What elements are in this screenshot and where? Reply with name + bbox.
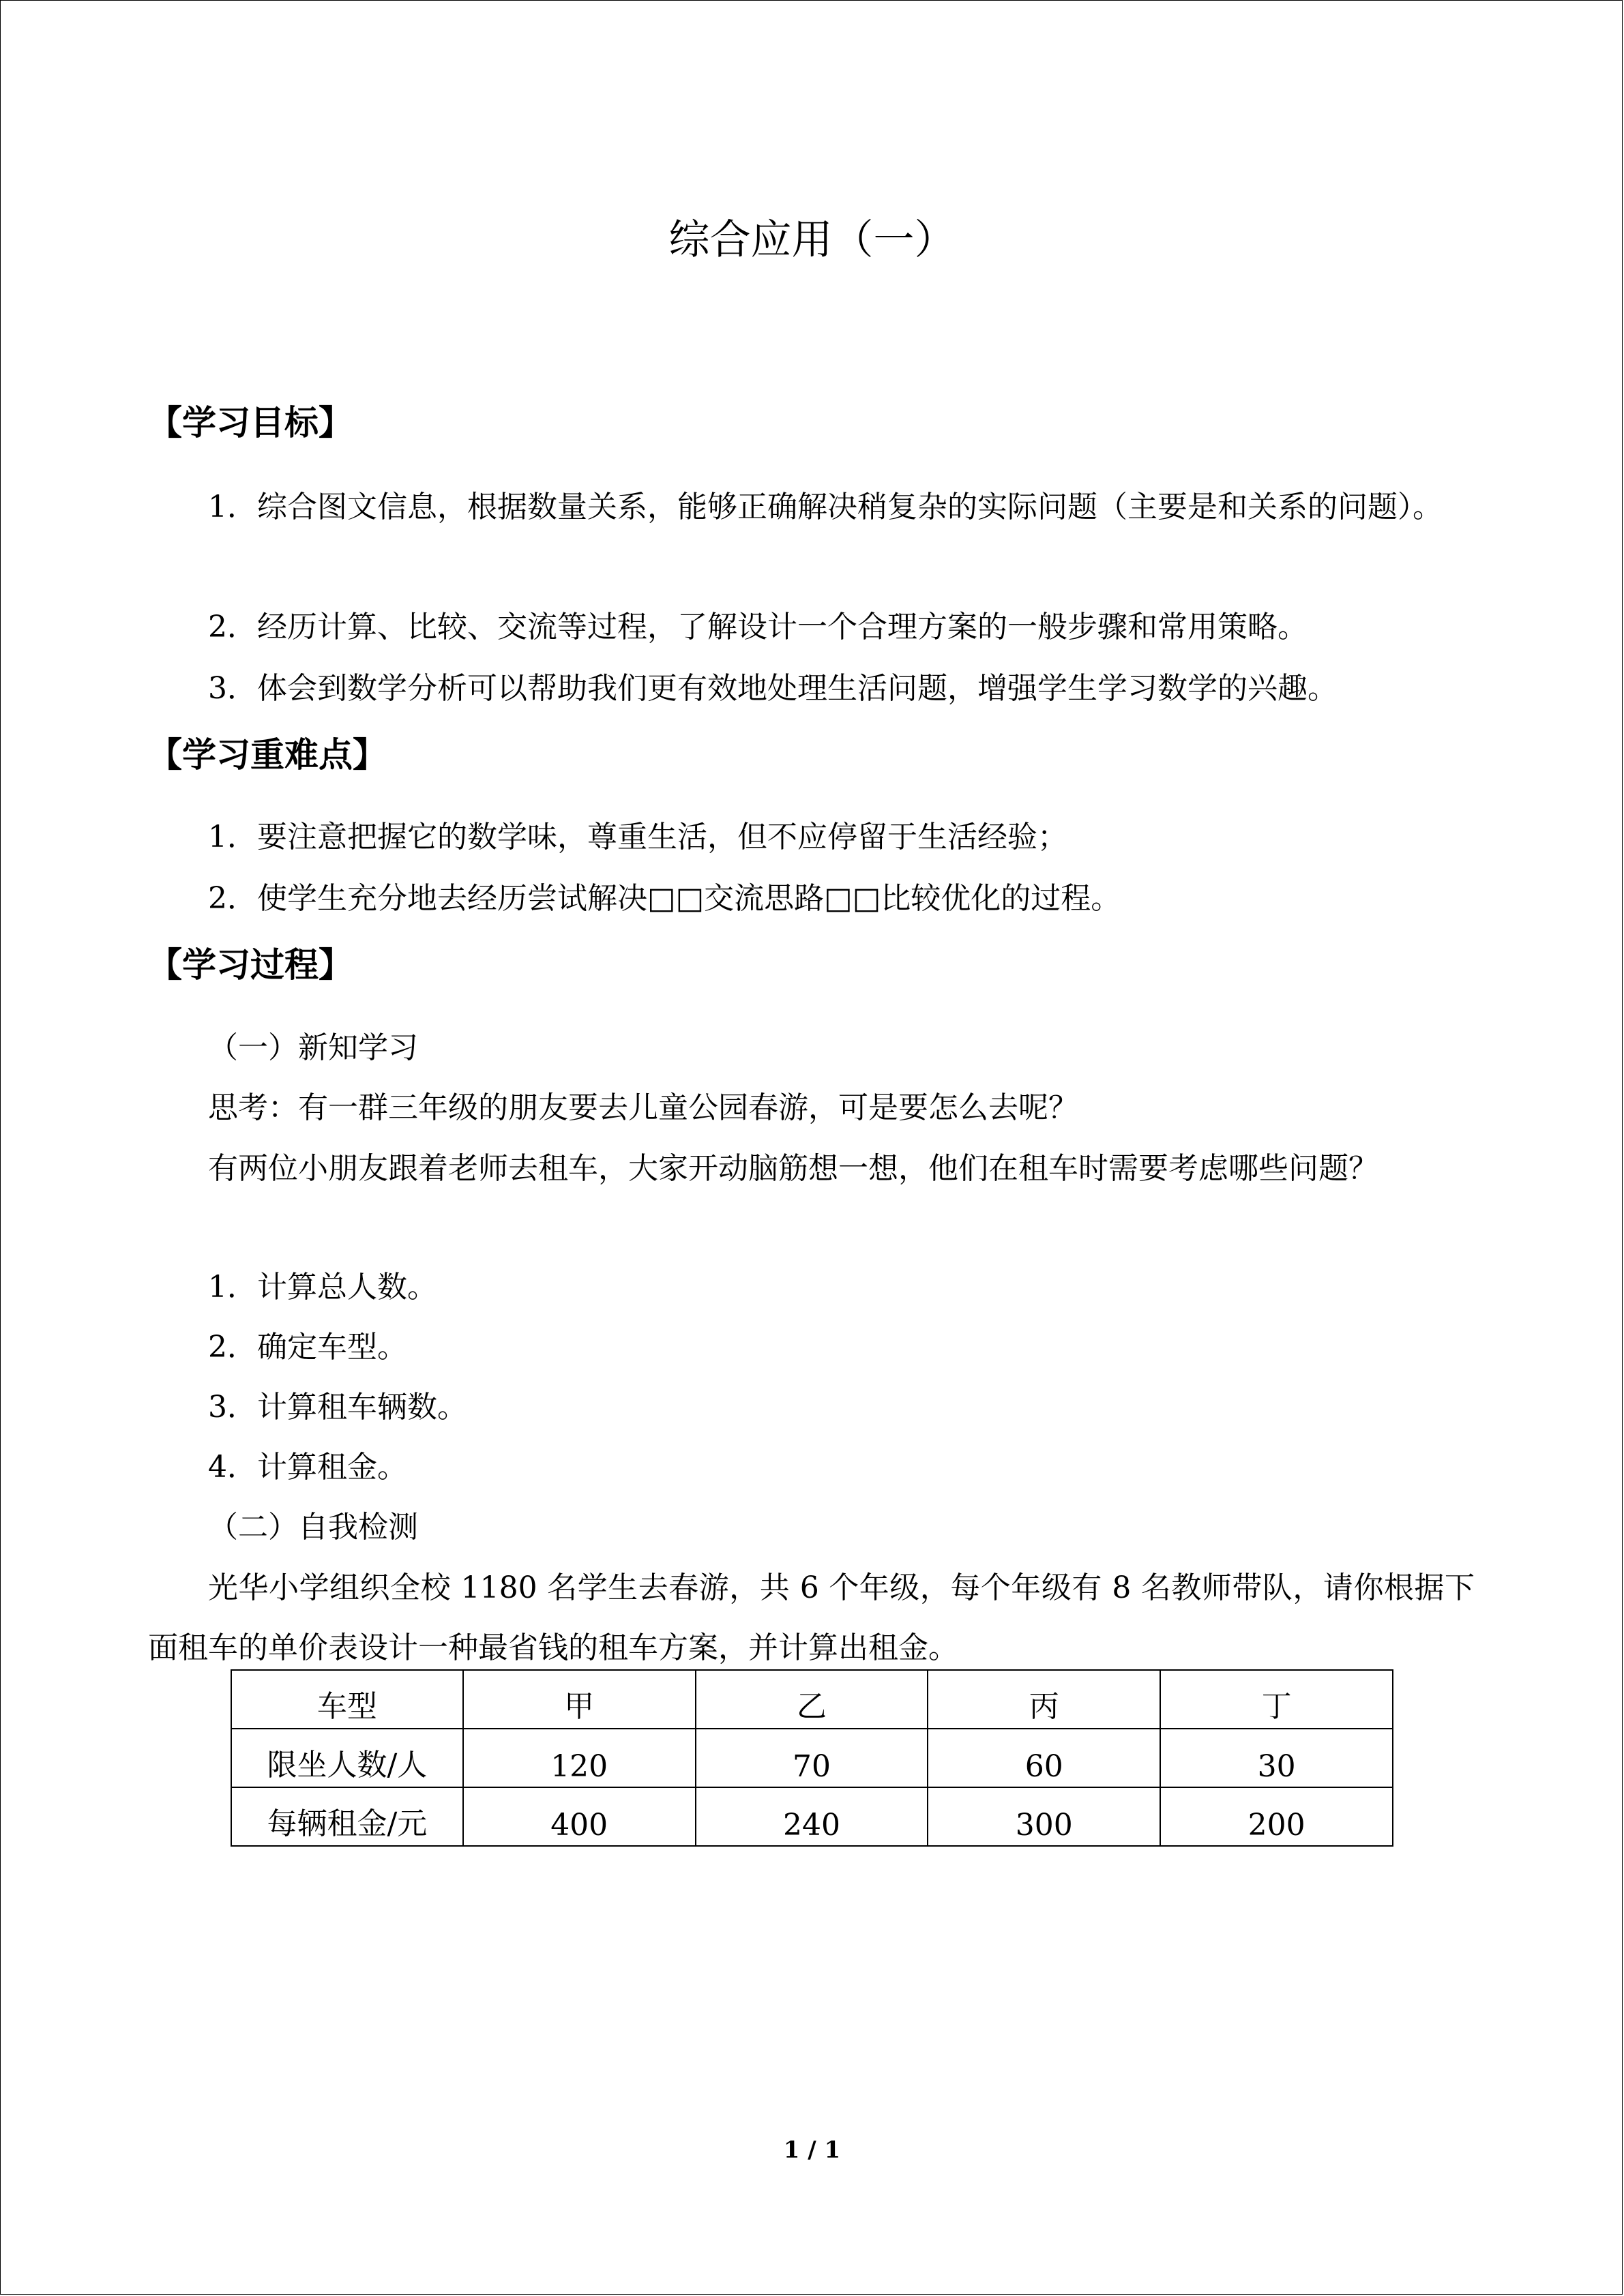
heading-learning-process: 【学习过程】 (148, 945, 353, 985)
table-cell: 丙 (928, 1670, 1160, 1729)
table-cell: 乙 (696, 1670, 928, 1729)
table-cell: 60 (928, 1729, 1160, 1787)
step-item-2: 2．确定车型。 (208, 1330, 407, 1365)
goal-item-3: 3．体会到数学分析可以帮助我们更有效地处理生活问题，增强学生学习数学的兴趣。 (208, 671, 1338, 706)
table-cell: 甲 (463, 1670, 696, 1729)
step-item-1: 1．计算总人数。 (208, 1270, 437, 1304)
table-cell: 70 (696, 1729, 928, 1787)
heading-learning-goals: 【学习目标】 (148, 403, 353, 443)
think-prompt: 思考：有一群三年级的朋友要去儿童公园春游，可是要怎么去呢？ (208, 1090, 1078, 1125)
table-header-row (231, 1670, 1393, 1729)
key-point-item-1: 1．要注意把握它的数学味，尊重生活，但不应停留于生活经验； (208, 820, 1067, 854)
part2-title: （二）自我检测 (208, 1510, 418, 1545)
table-cell: 200 (1160, 1787, 1393, 1846)
table-cell: 120 (463, 1729, 696, 1787)
table-cell: 400 (463, 1787, 696, 1846)
rental-question: 有两位小朋友跟着老师去租车，大家开动脑筋想一想，他们在租车时需要考虑哪些问题？ (208, 1151, 1378, 1186)
part1-title: （一）新知学习 (208, 1030, 418, 1065)
table-cell: 30 (1160, 1729, 1393, 1787)
heading-key-points: 【学习重难点】 (148, 735, 387, 775)
problem-text: 光华小学组织全校 1180 名学生去春游，共 6 个年级，每个年级有 8 名教师带队，请你根据下面租车的单价表设计一种最省钱的租车方案，并计算出租金。 (148, 1570, 1475, 1665)
table-cell: 丁 (1160, 1670, 1393, 1729)
table-cell: 240 (696, 1787, 928, 1846)
page-number: 1 / 1 (783, 2136, 841, 2164)
rental-price-table (231, 1669, 1393, 1847)
table-cell: 每辆租金/元 (231, 1787, 463, 1846)
key-point-item-2: 2．使学生充分地去经历尝试解决□□交流思路□□比较优化的过程。 (208, 881, 1121, 916)
step-item-3: 3．计算租车辆数。 (208, 1390, 467, 1425)
table-row (231, 1729, 1393, 1787)
table-cell: 限坐人数/人 (231, 1729, 463, 1787)
table-cell: 车型 (231, 1670, 463, 1729)
goal-item-2: 2．经历计算、比较、交流等过程，了解设计一个合理方案的一般步骤和常用策略。 (208, 610, 1308, 644)
page-title: 综合应用（一） (668, 216, 956, 264)
table-row (231, 1787, 1393, 1846)
goal-item-1: 1．综合图文信息，根据数量关系，能够正确解决稍复杂的实际问题（主要是和关系的问题）。 (208, 490, 1443, 524)
table-cell: 300 (928, 1787, 1160, 1846)
step-item-4: 4．计算租金。 (208, 1450, 407, 1485)
